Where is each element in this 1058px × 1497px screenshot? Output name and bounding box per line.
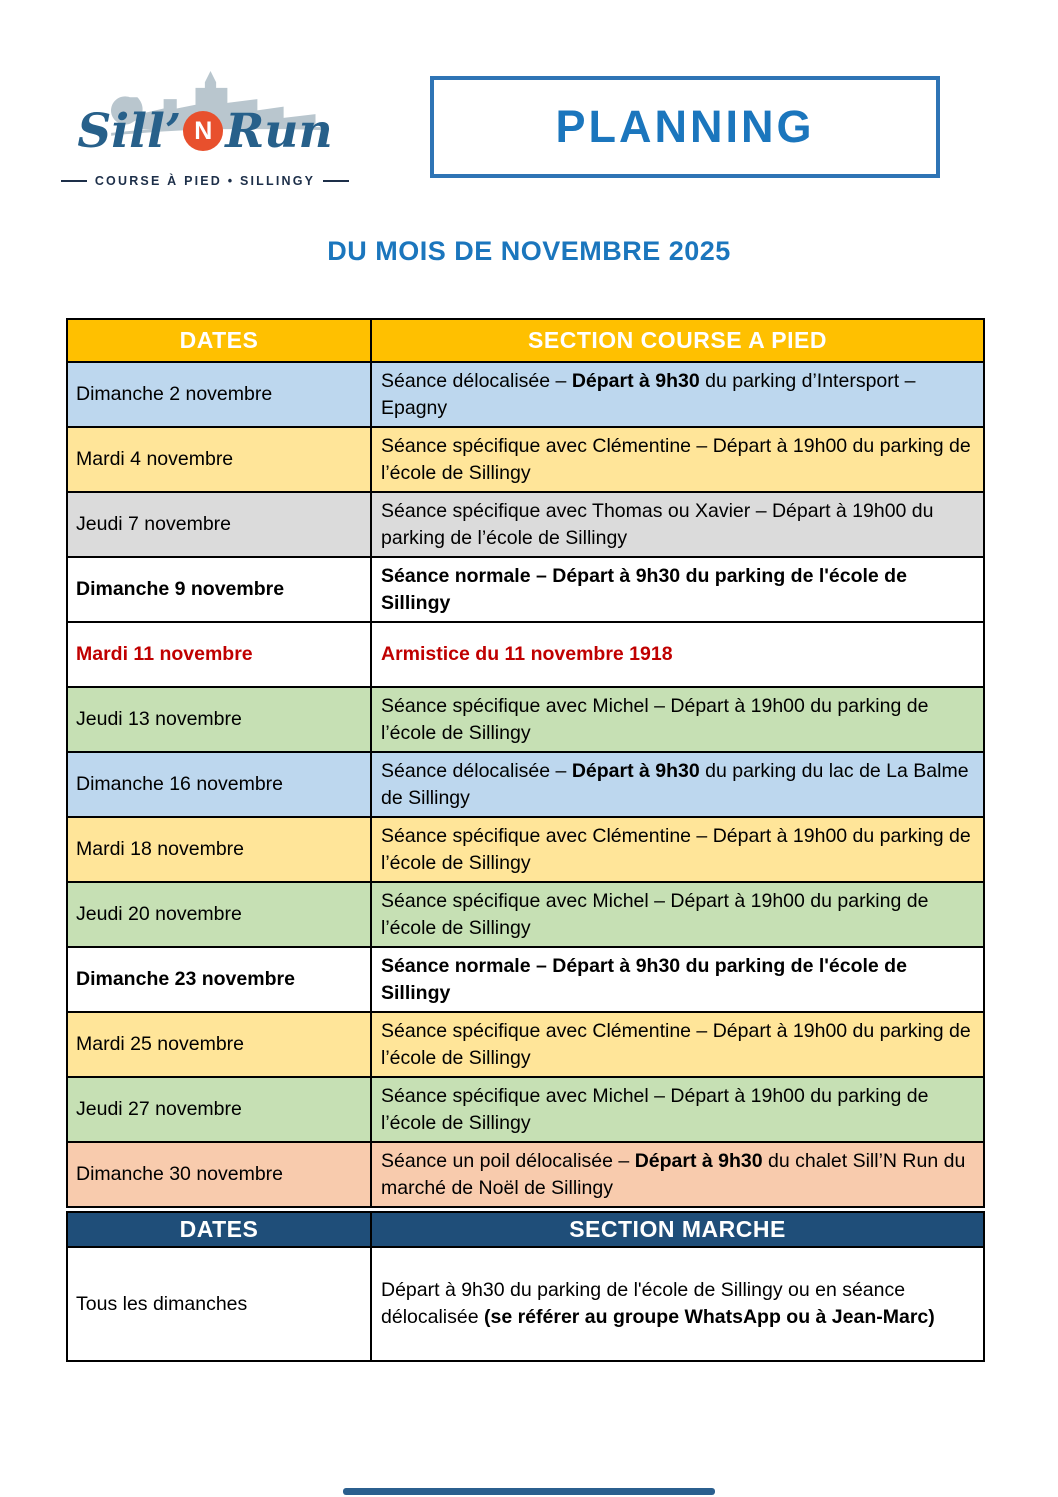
table-row [67, 687, 984, 752]
month-subtitle: DU MOIS DE NOVEMBRE 2025 [327, 236, 731, 266]
date-cell: Mardi 4 novembre [67, 427, 371, 492]
session-text: Séance délocalisée – [381, 369, 572, 392]
date-cell: Jeudi 13 novembre [67, 687, 371, 752]
session-text: Départ à 9h30 [571, 369, 700, 392]
table-row [67, 752, 984, 817]
table-row [67, 882, 984, 947]
footer-bar [343, 1488, 715, 1495]
session-text: Séance normale – Départ à 9h30 du parking de l'école de Sillingy [381, 954, 907, 1004]
session-text: Séance spécifique avec Michel – Départ à 19h00 du parking de l’école de Sillingy [381, 1084, 929, 1134]
session-text: Départ à 9h30 du parking de l'école de Sillingy ou en séance délocalisée [381, 1279, 906, 1328]
table-row [67, 1077, 984, 1142]
logo-n-badge: N [183, 111, 223, 151]
table-row [67, 1247, 984, 1361]
session-text: Séance délocalisée – [381, 759, 572, 782]
marche-schedule [66, 1211, 985, 1362]
session-cell [371, 752, 984, 817]
session-text: Séance normale – Départ à 9h30 du parking de l'école de Sillingy [381, 564, 907, 614]
date-cell: Jeudi 7 novembre [67, 492, 371, 557]
logo-apostrophe: ’ [164, 104, 182, 159]
session-cell [371, 622, 984, 687]
session-text: Séance spécifique avec Clémentine – Départ à 19h00 du parking de l’école de Sillingy [381, 434, 971, 484]
session-cell [371, 947, 984, 1012]
session-cell [371, 492, 984, 557]
session-text: du parking d’Intersport – Epagny [381, 369, 916, 419]
session-cell [371, 427, 984, 492]
table-row [67, 817, 984, 882]
table-row [67, 622, 984, 687]
table-row [67, 947, 984, 1012]
session-cell [371, 1077, 984, 1142]
club-logo [70, 62, 340, 197]
course-schedule [66, 318, 985, 1208]
header-row [67, 1212, 984, 1247]
session-cell [371, 1247, 984, 1361]
session-text: (se référer au groupe WhatsApp ou à Jean-Marc) [483, 1306, 935, 1328]
session-cell [371, 1012, 984, 1077]
session-text: Départ à 9h30 [634, 1149, 763, 1172]
table-row [67, 492, 984, 557]
header-row [67, 319, 984, 362]
session-text: Séance spécifique avec Clémentine – Départ à 19h00 du parking de l’école de Sillingy [381, 824, 971, 874]
logo-tagline: COURSE À PIED • SILLINGY [70, 174, 340, 188]
date-cell: Mardi 18 novembre [67, 817, 371, 882]
logo-wordmark [70, 102, 340, 162]
session-text: Séance spécifique avec Michel – Départ à 19h00 du parking de l’école de Sillingy [381, 694, 929, 744]
dates-header-cell: DATES [67, 1212, 371, 1247]
date-cell: Mardi 11 novembre [67, 622, 371, 687]
marche-section-table [66, 1211, 986, 1362]
planning-banner [430, 76, 940, 178]
session-text: du parking du lac de La Balme de Sillingy [381, 759, 969, 809]
logo-text-run: Run [225, 104, 333, 159]
logo-text-sill: Sill [77, 104, 165, 159]
table-row [67, 362, 984, 427]
date-cell: Dimanche 16 novembre [67, 752, 371, 817]
date-cell: Dimanche 2 novembre [67, 362, 371, 427]
session-text: Séance un poil délocalisée – [381, 1149, 635, 1172]
dates-header-cell: DATES [67, 319, 371, 362]
session-cell [371, 362, 984, 427]
date-cell: Jeudi 20 novembre [67, 882, 371, 947]
session-cell [371, 882, 984, 947]
date-cell: Dimanche 23 novembre [67, 947, 371, 1012]
table-row [67, 1012, 984, 1077]
session-text: Séance spécifique avec Clémentine – Départ à 19h00 du parking de l’école de Sillingy [381, 1019, 971, 1069]
session-cell [371, 687, 984, 752]
session-cell [371, 817, 984, 882]
table-row [67, 427, 984, 492]
section-header-cell: SECTION MARCHE [371, 1212, 984, 1247]
date-cell: Dimanche 9 novembre [67, 557, 371, 622]
date-cell: Dimanche 30 novembre [67, 1142, 371, 1207]
table-row [67, 557, 984, 622]
session-cell [371, 1142, 984, 1207]
course-section-table [66, 318, 986, 1208]
table-row [67, 1142, 984, 1207]
session-text: Séance spécifique avec Thomas ou Xavier – Départ à 19h00 du parking de l’école de Sillingy [381, 499, 934, 549]
section-header-cell: SECTION COURSE A PIED [371, 319, 984, 362]
session-cell [371, 557, 984, 622]
session-text: Départ à 9h30 [571, 759, 700, 782]
session-text: Séance spécifique avec Michel – Départ à 19h00 du parking de l’école de Sillingy [381, 889, 929, 939]
date-cell: Jeudi 27 novembre [67, 1077, 371, 1142]
session-text: du chalet Sill’N Run du marché de Noël de Sillingy [381, 1149, 966, 1199]
session-text: Armistice du 11 novembre 1918 [381, 643, 673, 665]
date-cell: Mardi 25 novembre [67, 1012, 371, 1077]
date-cell: Tous les dimanches [67, 1247, 371, 1361]
page-title: PLANNING [555, 101, 815, 152]
